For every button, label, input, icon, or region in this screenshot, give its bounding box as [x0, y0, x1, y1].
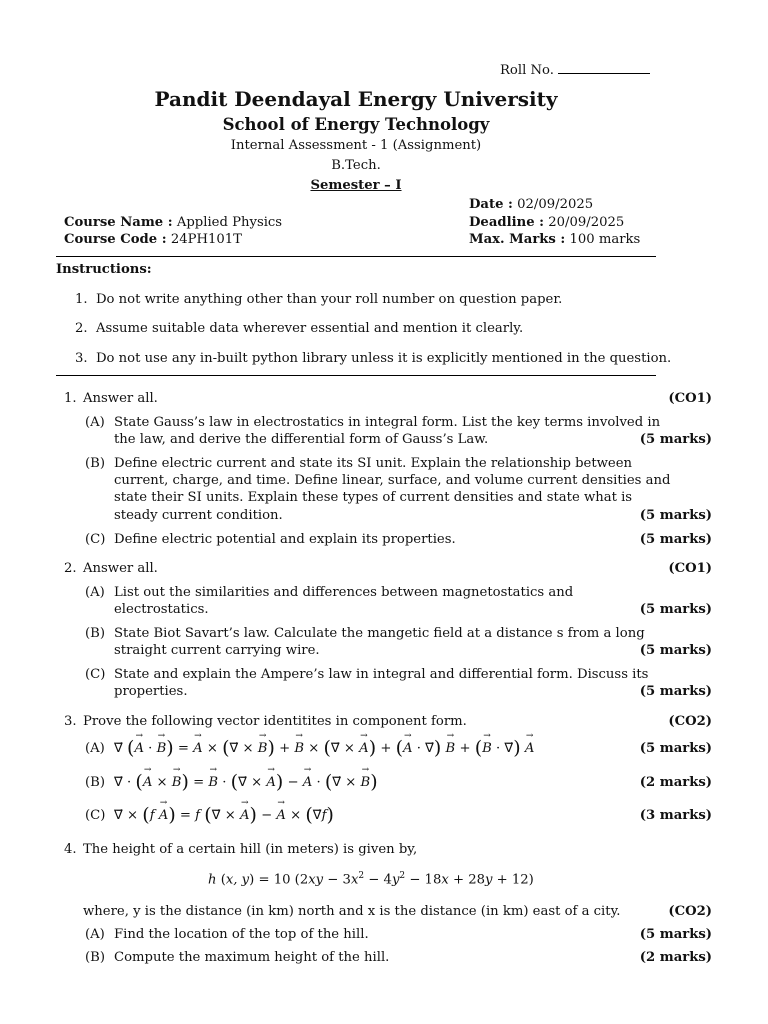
- part-label: (B): [85, 626, 105, 641]
- instruction-text: Assume suitable data wherever essential and mention it clearly.: [95, 321, 524, 336]
- max-marks-row: [469, 231, 640, 248]
- divider-top: [56, 256, 656, 257]
- vector-identity-c: ∇⃗ × (f → A) = f (∇⃗ × → A) − → A × (∇⃗f): [114, 803, 334, 828]
- part-text-line: steady current condition.: [114, 508, 283, 523]
- question-number: 2.: [64, 561, 77, 576]
- course-outcome-tag: (CO2): [668, 714, 712, 729]
- instruction-text: Do not write anything other than your roll number on question paper.: [95, 292, 563, 307]
- part-marks: (5 marks): [639, 643, 712, 658]
- part-text-line: straight current carrying wire.: [114, 643, 320, 658]
- question-number: 3.: [64, 714, 77, 729]
- instruction-item: 3. Do not use any in-built python library unless it is explicitly mentioned in the question.: [75, 351, 672, 366]
- max-marks-value: 100 marks: [569, 232, 641, 247]
- part-text-line: List out the similarities and differences between magnetostatics and: [114, 585, 574, 600]
- question-stem: The height of a certain hill (in meters) is given by,: [83, 842, 418, 857]
- course-outcome-tag: (CO1): [668, 391, 712, 406]
- part-label: (A): [85, 585, 105, 600]
- course-outcome-tag: (CO1): [668, 561, 712, 576]
- part-text-line: Compute the maximum height of the hill.: [114, 950, 390, 965]
- instruction-item: 2. Assume suitable data wherever essential and mention it clearly.: [75, 321, 524, 336]
- instruction-text: Do not use any in-built python library unless it is explicitly mentioned in the question.: [95, 351, 672, 366]
- part-label: (A): [85, 415, 105, 430]
- question-stem: Prove the following vector identitites in component form.: [83, 714, 467, 729]
- part-marks: (5 marks): [639, 927, 712, 942]
- part-text-line: the law, and derive the differential form of Gauss’s Law.: [114, 432, 489, 447]
- part-label: (C): [85, 808, 106, 823]
- part-text-line: Find the location of the top of the hill.: [114, 927, 369, 942]
- question-where-text: where, y is the distance (in km) north and x is the distance (in km) east of a city.: [83, 904, 621, 919]
- vector-identity-b: ∇⃗ · (→ A × → B) = → B · (∇⃗ × → A) − → A · (∇⃗ × → B): [114, 770, 378, 795]
- part-marks: (3 marks): [639, 808, 712, 823]
- deadline-row: [469, 214, 624, 231]
- part-marks: (5 marks): [639, 684, 712, 699]
- program-name: B.Tech.: [331, 158, 381, 173]
- course-code-row: [64, 231, 242, 248]
- part-text-line: State Biot Savart’s law. Calculate the mangetic field at a distance s from a long: [114, 626, 645, 641]
- question-stem: Answer all.: [83, 561, 158, 576]
- question-number: 4.: [64, 842, 77, 857]
- part-marks: (5 marks): [639, 432, 712, 447]
- roll-number-blank: [558, 63, 650, 74]
- part-marks: (2 marks): [639, 775, 712, 790]
- course-name-label: Course Name :: [64, 215, 173, 230]
- part-text-line: State Gauss’s law in electrostatics in integral form. List the key terms involved in: [114, 415, 661, 430]
- part-text-line: State and explain the Ampere’s law in integral and differential form. Discuss its: [114, 667, 649, 682]
- assessment-title: Internal Assessment - 1 (Assignment): [230, 138, 482, 153]
- semester-label: Semester – I: [310, 178, 402, 193]
- part-text-line: current, charge, and time. Define linear, surface, and volume current densities and: [114, 473, 671, 488]
- university-name: Pandit Deendayal Energy University: [154, 87, 558, 111]
- part-label: (C): [85, 667, 106, 682]
- part-text-line: Define electric potential and explain its properties.: [114, 532, 456, 547]
- course-code-label: Course Code :: [64, 232, 167, 247]
- part-label: (A): [85, 927, 105, 942]
- divider-bottom: [56, 375, 656, 376]
- part-marks: (2 marks): [639, 950, 712, 965]
- vector-identity-a: ∇⃗ (→ A · → B) = → A × (∇⃗ × → B) + → B × (∇⃗ × → A) + (→ A · ∇⃗) → B + (→ B · ∇⃗) → A: [114, 736, 534, 761]
- instructions-heading: Instructions:: [56, 262, 152, 277]
- roll-number-label: Roll No.: [500, 63, 554, 78]
- instruction-item: 1. Do not write anything other than your roll number on question paper.: [75, 292, 563, 307]
- deadline-label: Deadline :: [469, 215, 545, 230]
- roll-number-field: [500, 62, 650, 79]
- question-stem: Answer all.: [83, 391, 158, 406]
- hill-height-equation: h (x, y) = 10 $(2xy - 3x^2 - 4y^2 - 18x + 28y + 12)$: [208, 871, 534, 888]
- question-number: 1.: [64, 391, 77, 406]
- part-label: (C): [85, 532, 106, 547]
- part-text-line: Define electric current and state its SI unit. Explain the relationship between: [114, 456, 633, 471]
- part-label: (B): [85, 775, 105, 790]
- course-outcome-tag: (CO2): [668, 904, 712, 919]
- part-text-line: state their SI units. Explain these types of current densities and state what is: [114, 490, 633, 505]
- part-label: (A): [85, 741, 105, 756]
- course-name-row: [64, 214, 282, 231]
- part-label: (B): [85, 950, 105, 965]
- part-marks: (5 marks): [639, 532, 712, 547]
- part-text-line: electrostatics.: [114, 602, 209, 617]
- deadline-value: 20/09/2025: [548, 215, 625, 230]
- course-name-value: Applied Physics: [176, 215, 283, 230]
- part-label: (B): [85, 456, 105, 471]
- part-marks: (5 marks): [639, 508, 712, 523]
- part-text-line: properties.: [114, 684, 188, 699]
- max-marks-label: Max. Marks :: [469, 232, 566, 247]
- date-value: 02/09/2025: [517, 197, 594, 212]
- course-code-value: 24PH101T: [170, 232, 242, 247]
- date-row: [469, 196, 593, 213]
- date-label: Date :: [469, 197, 513, 212]
- part-marks: (5 marks): [639, 602, 712, 617]
- part-marks: (5 marks): [639, 741, 712, 756]
- school-name: School of Energy Technology: [222, 115, 490, 134]
